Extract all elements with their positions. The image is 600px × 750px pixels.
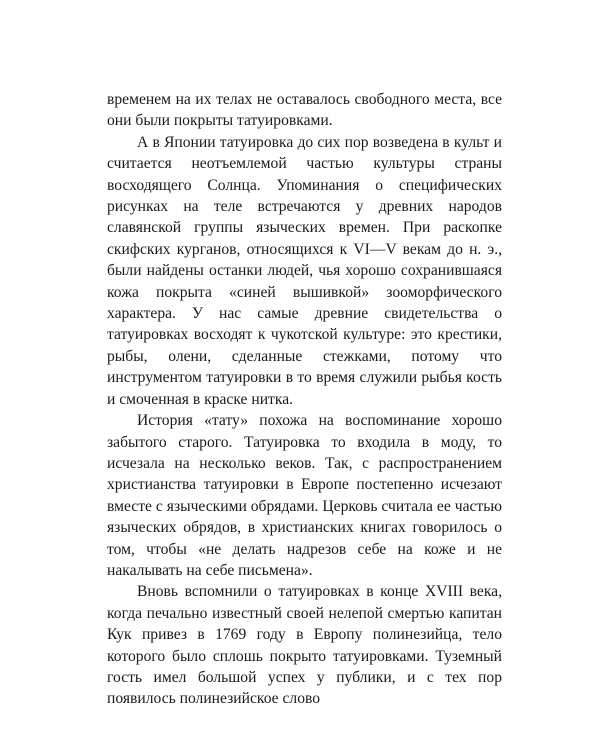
paragraph-captain-cook: Вновь вспомнили о татуировках в конце XVIII века, когда печально известный своей нелепой смертью капитан Кук привез в 1769 году в Европу полинезийца, тело которого было сплошь покрыто татуировками. Туземный гость имел большой успех у публики, и с тех пор появилось полинезийское слово (107, 583, 502, 708)
book-page-text (107, 89, 502, 710)
paragraph-japan-tattoo: А в Японии татуировка до сих пор возведена в культ и считается неотъемлемой частью культуры страны восходящего Солнца. Упоминания о специфических рисунках на теле встречаются у древних народов славянской группы языческих времен. При раскопке скифских курганов, относящихся к VI—V векам до н. э., были найдены останки людей, чья хорошо сохранившаяся кожа покрыта «синей вышивкой» зооморфического характера. У нас самые древние свидетельства о татуировках восходят к чукотской культуре: это крестики, рыбы, олени, сделанные стежками, потому что инструментом татуировки в то время служили рыбья кость и смоченная в краске нитка. (107, 133, 502, 408)
paragraph-tattoo-history: История «тату» похожа на воспоминание хорошо забытого старого. Татуировка то входила в моду, то исчезала на несколько веков. Так, с распространением христианства татуировки в Европе постепенно исчезают вместе с языческими обрядами. Церковь считала ее частью языческих обрядов, в христианских книгах говорилось о том, чтобы «не делать надрезов себе на коже и не накалывать на себе письмена». (107, 412, 502, 579)
paragraph-continuation: временем на их телах не оставалось свободного места, все они были покрыты татуировками. (107, 91, 502, 130)
